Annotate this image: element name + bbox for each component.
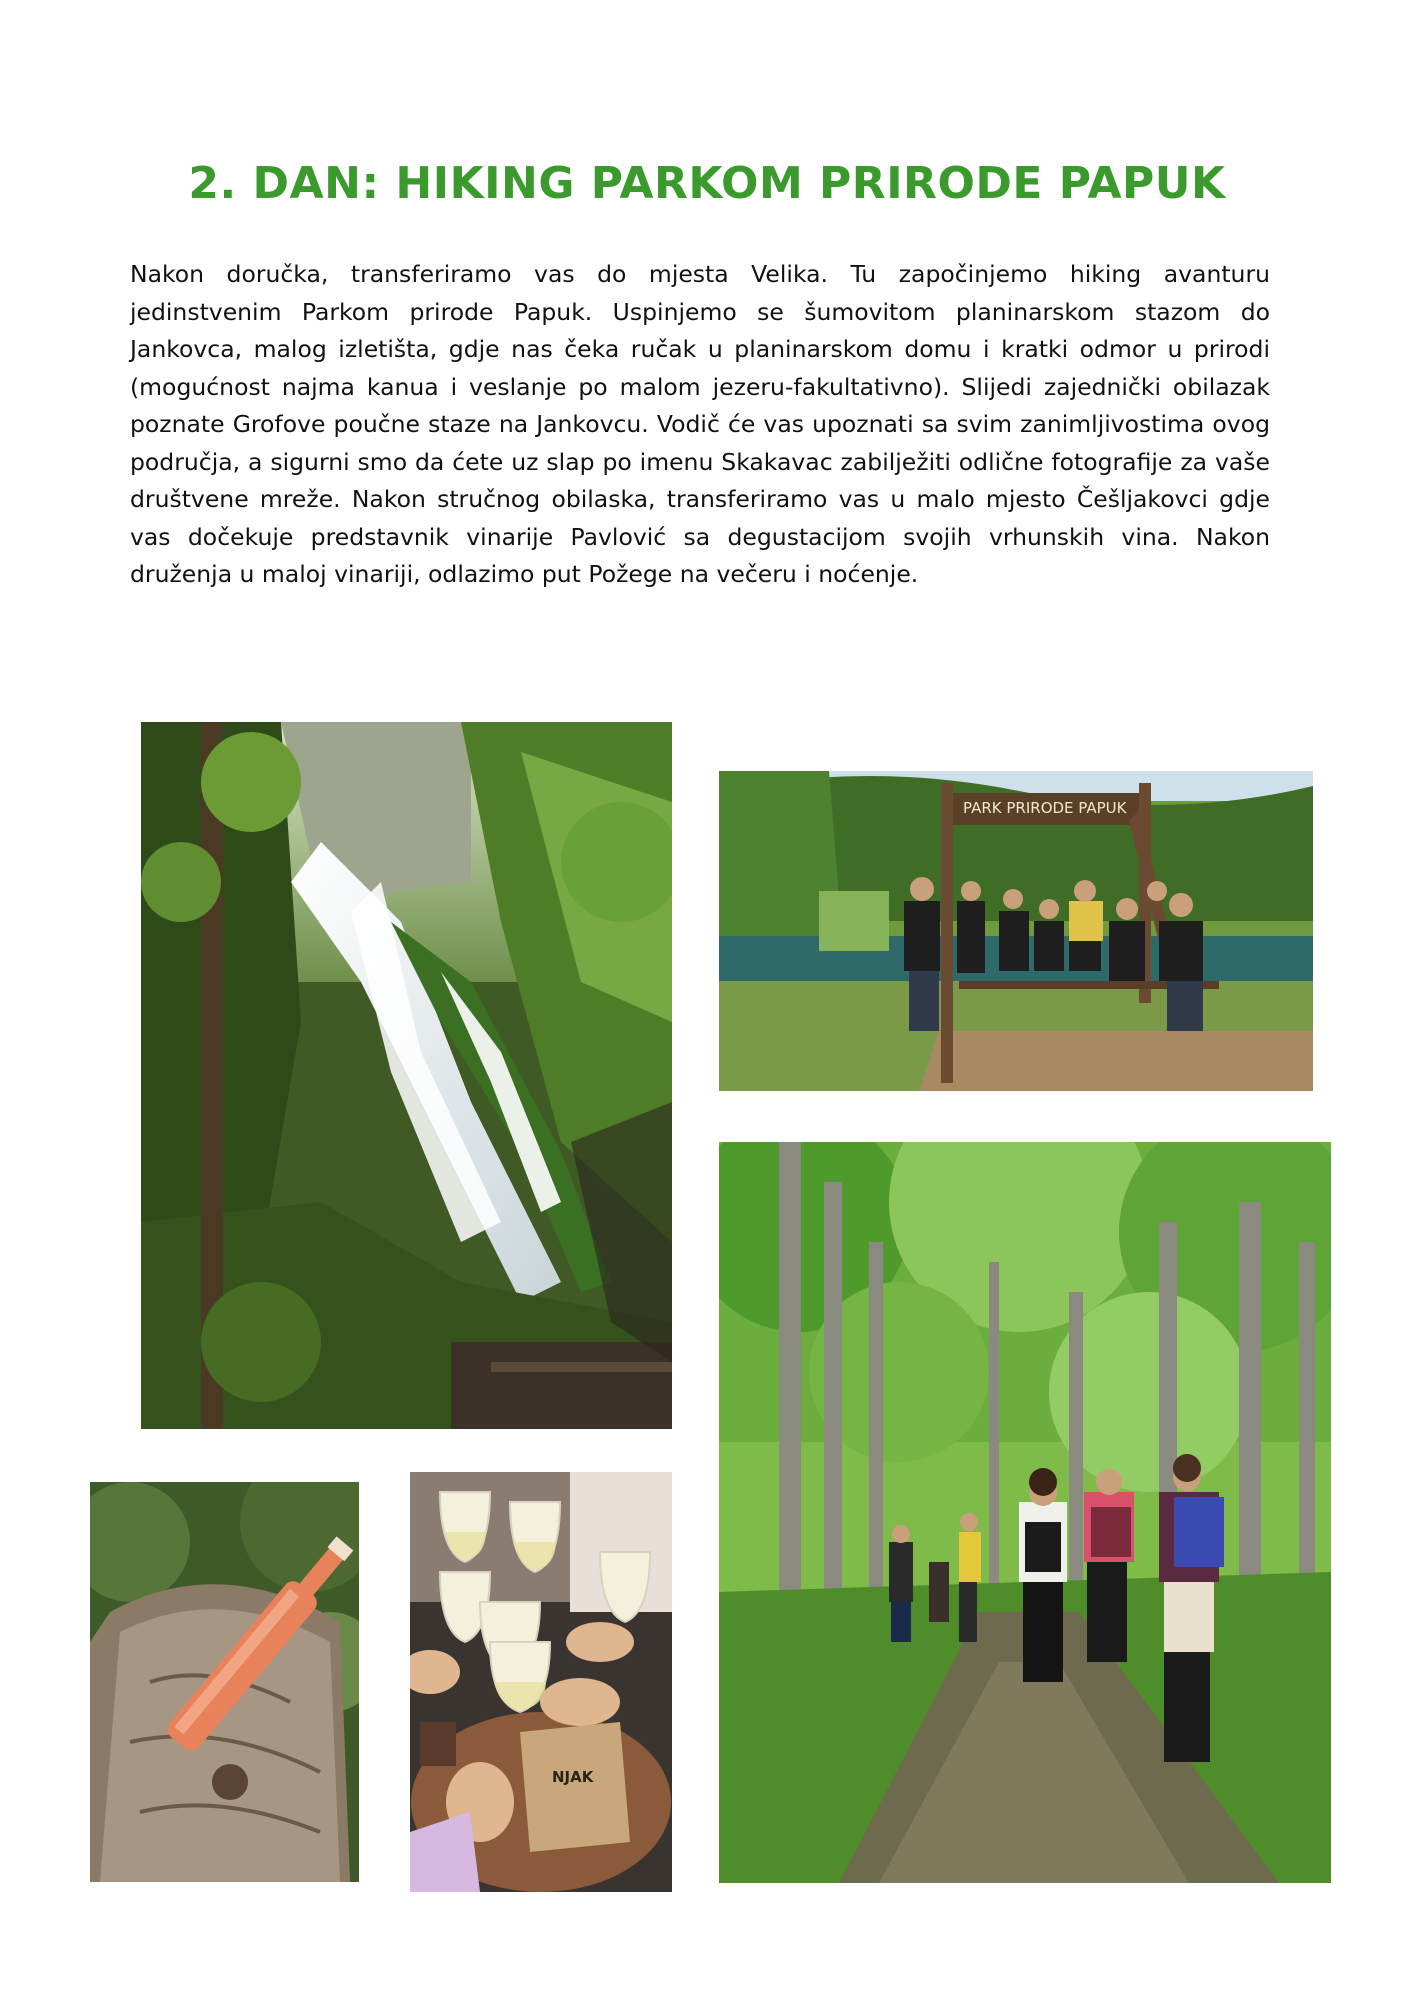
page-title: 2. DAN: HIKING PARKOM PRIRODE PAPUK bbox=[188, 158, 1226, 209]
wine-bottle-photo bbox=[90, 1482, 359, 1882]
day-description: Nakon doručka, transferiramo vas do mjesta Velika. Tu započinjemo hiking avanturu jedinstvenim Parkom prirode Papuk. Uspinjemo se šumovitom planinarskom stazom do Jankovca, malog izletišta, gdje nas čeka ručak u planinarskom domu i kratki odmor u prirodi (mogućnost najma kanua i veslanje po malom jezeru-fakultativno). Slijedi zajednički obilazak poznate Grofove poučne staze na Jankovcu. Vodič će vas upoznati sa svim zanimljivostima ovog područja, a sigurni smo da ćete uz slap po imenu Skakavac zabilježiti odlične fotografije za vaše društvene mreže. Nakon stručnog obilaska, transferiramo vas u malo mjesto Češljakovci gdje vas dočekuje predstavnik vinarije Pavlović sa degustacijom svojih vrhunskih vina. Nakon druženja u maloj vinariji, odlazimo put Požege na večeru i noćenje. bbox=[130, 260, 1270, 588]
park-sign-group-photo bbox=[719, 771, 1313, 1091]
forest-hikers-photo bbox=[719, 1142, 1331, 1883]
waterfall-photo bbox=[141, 722, 672, 1429]
wine-tasting-photo bbox=[410, 1472, 672, 1892]
snack-bag-text: NJAK bbox=[552, 1768, 594, 1786]
park-sign-text: PARK PRIRODE PAPUK bbox=[963, 799, 1127, 817]
